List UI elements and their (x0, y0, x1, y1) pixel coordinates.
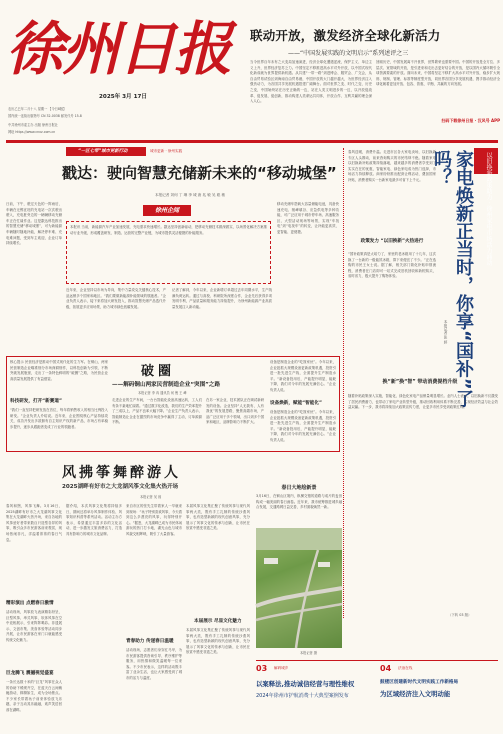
banner-byline: 本报记者 刘何 丁 琳 李 城 唐 兆 敏 吴 聪 敏 (155, 193, 226, 197)
photo-caption-title: 春日大地绘新景 (281, 485, 317, 491)
teaser-right-sub: 为区域经济注入文明动能 (380, 690, 451, 698)
dance-body2: 活动现场，风筝放飞表演精彩纷呈，巨型风筝、串式风筝、软体风筝在空中竞相展示，引来阵阵喝彩。非遗展示、文创市集、美食体验等活动同步开展，让市民游客在家门口就能感受传统文化魅力。 (6, 610, 62, 642)
sidebar-sub2: 换“新”换“智” 带动消费提档升级 (382, 379, 458, 385)
dance-body5: 活动现场，志愿者们身穿红马甲，为市民游客提供咨询引导、秩序维护等服务，用热情和微笑温暖每一位来客。不少市民表示，这样的活动既丰富了业余生活，也让大家感受到了城市的活力与温度。 (126, 648, 182, 680)
weekday-line: 农历乙巳年二月十八 星期一 【今日8版】 (8, 107, 67, 111)
dance-sub3: 青春助力 传递春日温暖 (126, 639, 174, 644)
teaser-right[interactable] (380, 664, 498, 730)
dance-body3: 一条长达数十米的“巨龙”风筝在众人的协助下缓缓升空，在蓝天白云间蜿蜒游动，栩栩如生，成为全场焦点。不少家长带着孩子前来体验放飞乐趣，亲子互动其乐融融，欢声笑语回荡在湖畔。 (6, 680, 62, 712)
dance-sub1: 精彩演出 点燃春日激情 (6, 601, 54, 606)
building (318, 562, 330, 567)
feature-body-right: 在另一家企业，技术团队正在调试新研发的设备。企业坚持“人无我有、人有我优”的发展思路，聚焦高端市场，产品广泛应用于多个领域，出口到多个国家和地区，品牌影响力不断扩大。 (206, 398, 264, 425)
issue-date: 2025年 3月 17日 (99, 94, 147, 100)
feature-body-mid: 走进企业的生产车间，一台台智能化设备高速运转，工人们有条不紊地忙碌着。“通过数字化改造，我们的生产效率提升了三成以上，产品不良率大幅下降。”企业生产负责人表示，智能制造让企业在激烈的市场竞争中赢得了主动，订单源源不断。 (112, 398, 202, 425)
feature-sub1: 科技研发，打开“新赛道” (10, 399, 62, 404)
sidebar-byline: 本报记者 张 婷 (444, 320, 448, 344)
building (264, 558, 278, 564)
teaser-left-tag: 解码城乡 (274, 666, 289, 670)
banner-intro-box (66, 221, 271, 284)
feature-body2: 设备是制造企业的“吃饭家伙”。今年以来，企业抢抓大规模设备更新政策机遇，投资引进一批先进生产线，全面提升生产制造水平。“新设备投用后，产能提升明显，能耗下降，我们对今年的发展充满信心。”企业负责人说。 (270, 360, 336, 392)
dance-body-mid: 来自市区的张先生带着家人一早就来到现场：“孩子特别喜欢风筝，今天看到这么多漂亮的风筝，玩得特别开心。”据悉，大龙湖畔已成为市民休闲游玩的热门打卡地，湖光山色与城市风貌交相辉映，吸引了大量游客。 (126, 504, 183, 536)
feature-subhead: ——解码铜山两家民营制造企业“突围”之路 (112, 382, 221, 388)
lead-subhead: ——“中国发展实践的文明启示”系列述评之三 (288, 50, 409, 57)
banner-body-far: 移动充储车搭载大容量储能电池，具备快速充电、削峰填谷、应急供电等多种功能，可广泛应用于城市停车场、高速服务区、大型活动现场等场景，实现“车找电”到“电找车”的转变，让补能更高效、更智能、更便捷。 (277, 202, 339, 234)
aerial-photo-drawing (256, 528, 342, 648)
lead-body-right: 回顾历史，中国发展离不开世界，世界繁荣也需要中国。中国的开放是全方位、多层次、宽领域的开放，是引进来和走出去更好结合的开放，是以国内大循环吸引全球资源要素的开放。面向未来，中国将坚定不移扩大高水平对外开放，稳步扩大规则、规制、管理、标准等制度型开放，同世界各国分享发展机遇，携手推动经济全球化朝着更加开放、包容、普惠、平衡、共赢的方向发展。 (376, 60, 500, 87)
dance-headline: 风拂筝舞醉游人 (62, 465, 181, 481)
dance-body1: 春风和煦，风筝飞舞。3月16日，2025湖畔有好市之大龙湖风筝文化集在大龙湖畔火热开场，来自各地的风筝爱好者带来数百只造型各异的风筝，吸引众多市民游客前来观赏，现场热闹非凡，洋溢着浓浓的春日气息。 (6, 504, 62, 542)
sky-haze (256, 528, 342, 550)
dance-subhead: 2025湖畔有好市之大龙湖风筝文化集火热开场 (62, 484, 179, 490)
sidebar-body3: 随着补贴政策深入实施，智能化、绿色化家电产品销量明显增长。业内人士表示，以旧换新不仅激发了居民消费潜力，也带动了家电产业转型升级，推动回收利用体系不断完善，实现经济效益与社会效益双赢。下一步，我市将持续加大政策宣传力度，让更多市民享受到政策红利。 (348, 394, 498, 410)
dance-body-mid2: 本届风筝文化集汇聚了传统风筝与现代风筝两大类，既有手工扎制的传统沙燕风筝，也有造型新颖的现代创意风筝，充分展示了风筝文化的传承与创新，让市民在欣赏中感受非遗之美。 (186, 504, 250, 531)
feature-headline: 破圈 (141, 364, 176, 379)
feature-byline: 本报记者 李 冉 通讯员 何 俊 王 峰 (138, 391, 187, 395)
publisher-line: 中共徐州市委主办 出版 徐州日报社 (8, 123, 58, 127)
teaser-right-num: 04 (380, 664, 392, 673)
feature-sub2: 设备焕新，赋能“智能化” (270, 401, 322, 406)
sidebar-kicker: 以旧换新政策助力 · 徐州家电市场活力涌动 (485, 152, 492, 266)
road (256, 604, 342, 620)
sidebar-divider (343, 148, 344, 618)
top-rule (6, 140, 498, 143)
sidebar-body1: 春风送暖，消费升温。走进市区各大家电卖场，以旧换新专区人头攒动，前来咨询购买的市民络绎不绝。随着家电以旧换新补贴政策持续落地，越来越多的消费者享受到了实实在在的优惠，智能家电、绿色家电成为热门选择，市场活力持续释放。商家纷纷推出配套让利活动，叠加国家补贴，消费者购买一台新家电最多可省下上千元。 (348, 150, 436, 182)
numbers-line: 国内统一连续出版物号 CN 32-0038 邮发代号 15-8 (8, 114, 82, 118)
road-vertical (296, 550, 318, 648)
photo-caption: 3月16日，在铜山区境内，纵横交错的道路与成片的麦田构成一幅美丽的春日画卷。近年来，我市统筹推进城乡融合发展，交通路网日益完善，乡村面貌焕然一新。 (256, 494, 342, 510)
website-line: 网址 https://www.cnxz.com.cn (8, 130, 56, 134)
section-tag: 城市更新 · 徐州实践 (150, 149, 183, 153)
teaser-rule (256, 660, 498, 661)
dance-body-mid2-cont: 本届风筝文化集汇聚了传统风筝与现代风筝两大类，既有手工扎制的传统沙燕风筝，也有造型新颖的现代创意风筝，充分展示了风筝文化的传承与创新，让市民在欣赏中感受非遗之美。 (186, 628, 250, 655)
feature-body2-cont: 设备是制造企业的“吃饭家伙”。今年以来，企业抢抓大规模设备更新政策机遇，投资引进一批先进生产线，全面提升生产制造水平。“新设备投用后，产能提升明显，能耗下降，我们对今年的发展充满信心。”企业负责人说。 (270, 410, 336, 442)
teaser-left[interactable] (256, 664, 376, 730)
sidebar-sub1: 政策发力 “以旧换新”火热进行 (360, 239, 424, 244)
feature-lede: 核心提示 民营经济是推动中国式现代化的生力军。在铜山，两家民营制造企业瞄准细分市场深耕细作，以科技创新为引领，不断突破发展瓶颈，走出了一条特色鲜明的“破圈”之路，为民营企业高质量发展提供了有益借鉴。 (10, 360, 108, 381)
masthead-info (8, 92, 238, 134)
dance-byline: 本报记者 吴 琼 (140, 495, 162, 499)
dance-sub2: 巨龙腾飞 震撼视觉盛宴 (6, 671, 54, 676)
series-badge (143, 205, 191, 216)
banner-headline: 戳达：驶向智慧充储新未来的“移动城堡” (62, 164, 337, 182)
sidebar-title: 家电焕新正当时，你享“国补”了吗？ (431, 150, 474, 408)
teaser-left-sub: 2024年徐州市护航消费十大典型案例发布 (256, 693, 349, 699)
lead-headline: 联动开放，激发经济全球化新活力 (250, 28, 441, 43)
banner-intro: 本报讯 当前，新能源汽车产业加速发展，充电需求快速增长。戳达坚持创新驱动，把移动充储技术做深做实，以场景化解决方案推动行业升级，形成覆盖研发、制造、运营的完整产业链，为城市提供灵活便捷的补能服务。 (70, 225, 267, 235)
banner-body-right: 记者了解到，今年以来，企业新增订单超过去年同期水平，生产线满负荷运转。通过与高校、科研院所深度合作，企业先后获得多项发明专利，产品质量和服务能力持续提升，为徐州新能源产业高质量发展注入新动能。 (172, 288, 272, 309)
teaser-right-title: 鼓楼区创建新时代文明实践工作新格局 (380, 680, 459, 685)
banner-body-mid: 近年来，企业坚持以市场为导向，集中力量攻克关键核心技术，产品远销多个国家和地区。“我们要做新能源补能领域的领跑者。”企业负责人表示，接下来将加大研发投入，推动智慧充储产品迭代升级，拓展更多应用场景，助力城市绿色低碳发展。 (66, 288, 166, 309)
series-badge-text: 徐州企闻 (154, 207, 179, 214)
teaser-left-title: 以案释法,推动诚信经营与理性维权 (256, 680, 355, 688)
sidebar-source: （下转 03 版） (448, 613, 472, 617)
sidebar-body2: “国补政策真是太给力了，家里的老冰箱用了十几年，这次换了一台新的一级能效冰箱，算下来便宜了不少。”正在选购的市民王女士说。据了解，相关部门简化补贴申领流程，消费者在门店即可一站式完成旧机回收和新机购买，省时省力，极大提升了购物体验。 (348, 252, 436, 279)
lead-body: 当今世界百年未有之大变局加速演进，经济全球化遭遇逆流，保护主义、单边主义上升，世界经济复苏乏力。中国坚定不移推进高水平对外开放，以中国式现代化新成就为世界提供新机遇。从共建“一带一路”到进博会、服贸会、广交会，从自由贸易试验区到海南自由贸易港，中国开放的大门越开越大，为世界经济注入强劲动力，为各国共享发展机遇搭建广阔舞台。面对世界之变、时代之变、历史之变，中国始终站在历史正确的一边，站在人类文明进步的一边，以开放促改革、促发展、促创新，推动构建人类命运共同体，开放合作、互利共赢的理念深入人心。 (250, 60, 372, 104)
banner-body-left: 日前，下午，驶过天色的一阵雨后，车辆在无锡宜旺的充电站一次次驶出驶入，充电桩旁边的一辆辆移动充储车正在忙碌作业。这是戳达科技推出的智慧充储“移动城堡”，可为新能源车辆随时随地补能，解决停车难、充电难问题，受到车主欢迎，企业订单持续增长。 (6, 202, 62, 246)
app-promo-link[interactable]: 扫码下载徐州日报 · 汉风号 APP (441, 118, 500, 123)
masthead-logo (6, 4, 244, 88)
aerial-photo (256, 528, 342, 648)
photo-credit: 本报记者 摄 (300, 651, 317, 655)
feature-body1: “我们一直坚持把研发放在首位，每年将销售收入的相当比例投入研发。”企业负责人介绍说。近年来，企业围绕核心产品持续攻关，成功开发出多款拥有自主知识产权的新产品，市场占有率稳步提升，逐步从跟跑者变成了行业的领跑者。 (10, 408, 108, 429)
teaser-right-tag: 法治在线 (398, 666, 413, 670)
logo-text: 徐州日报 (6, 15, 231, 83)
teaser-left-num: 03 (256, 664, 268, 673)
lead-story (250, 26, 500, 57)
section-label: “一区七带”城市更新行动 (66, 147, 146, 156)
dance-body4: 据介绍，本次风筝文化集将持续多日，期间还将举办风筝制作体验、风筝知识科普等系列活动。活动主办方表示，希望通过丰富多彩的文化活动，进一步激发文旅消费活力，打造具有影响力的城市文化品牌。 (66, 504, 122, 536)
dance-sub-mid: 本届展示 尽显文化魅力 (194, 619, 242, 624)
highway (256, 588, 342, 606)
